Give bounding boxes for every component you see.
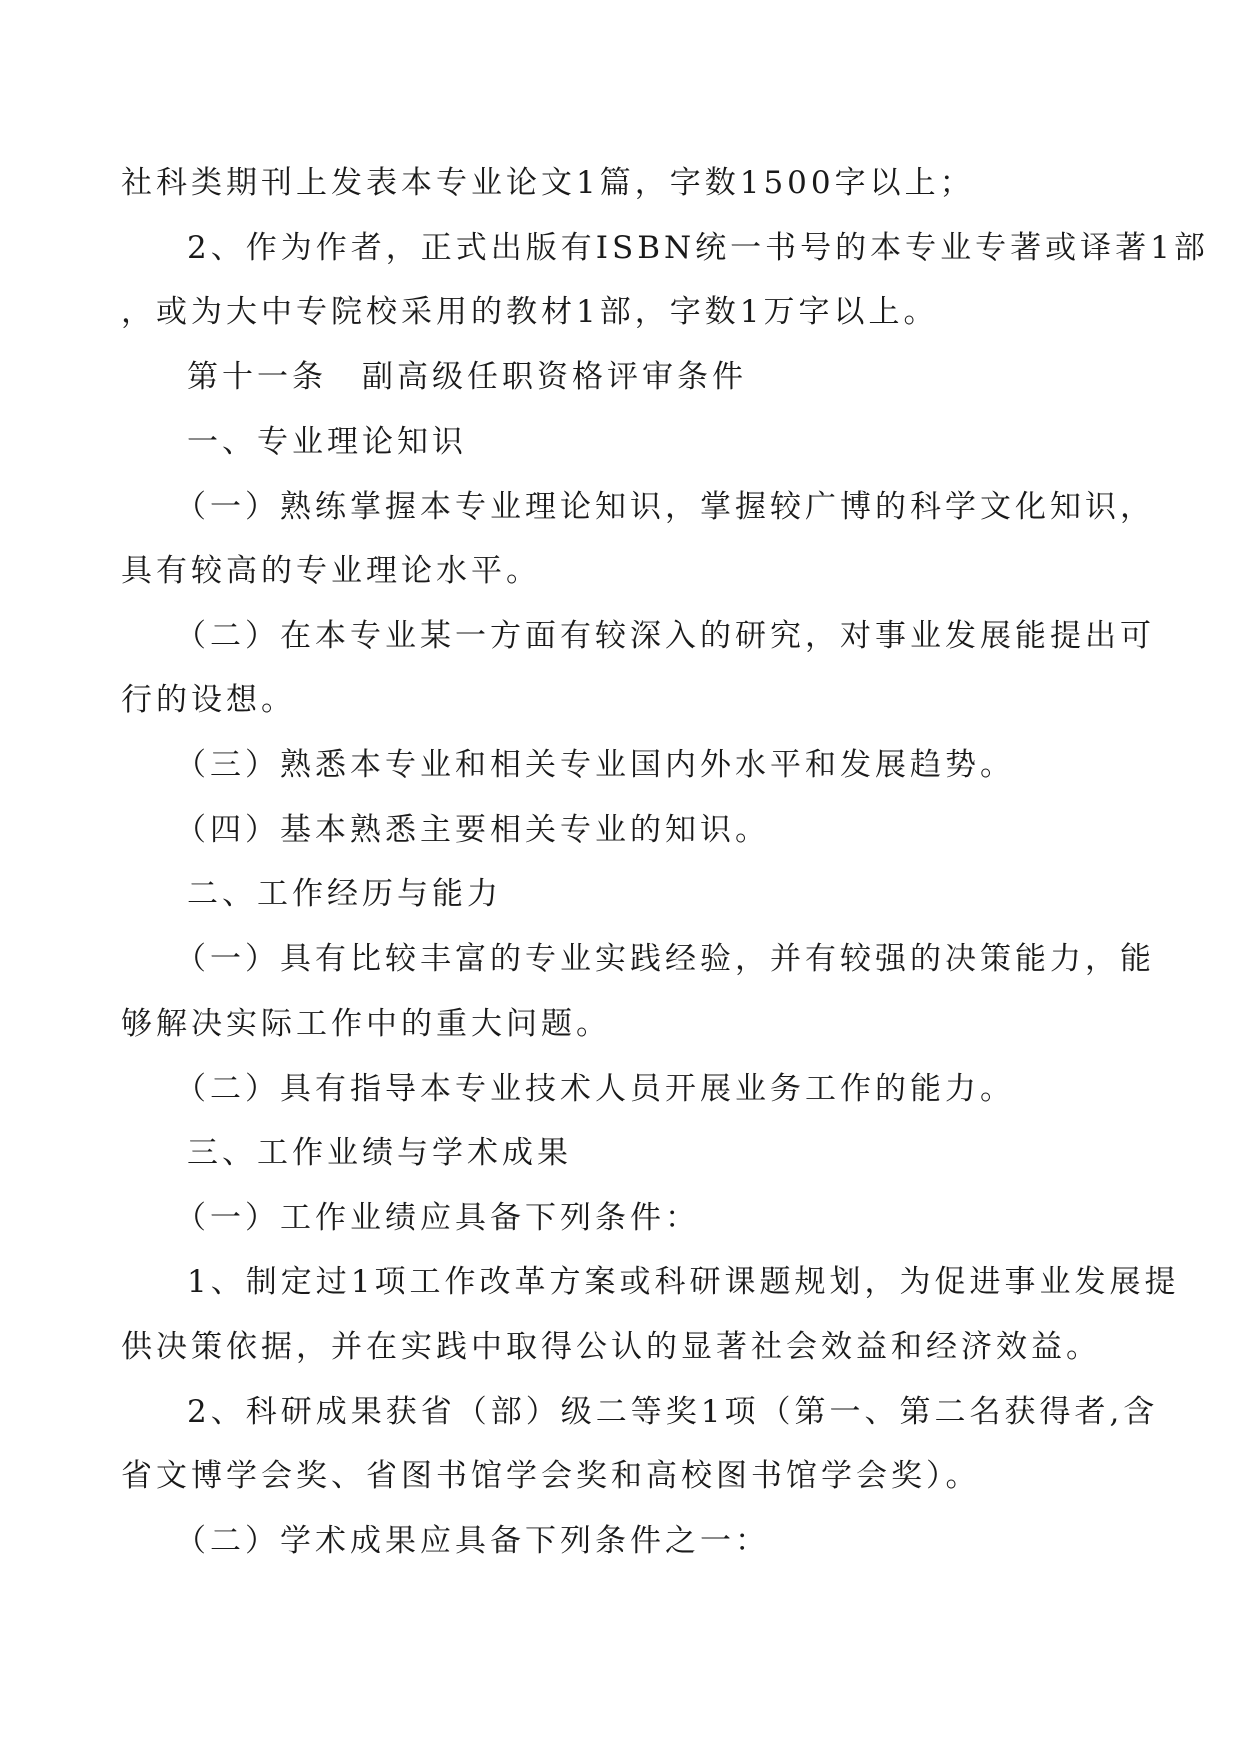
text-line: （一）工作业绩应具备下列条件： xyxy=(175,1200,700,1236)
text-line: 2、科研成果获省（部）级二等奖1项（第一、第二名获得者,含 xyxy=(187,1394,1159,1430)
text-line: 社科类期刊上发表本专业论文1篇，字数1500字以上； xyxy=(121,165,975,201)
text-line: 供决策依据，并在实践中取得公认的显著社会效益和经济效益。 xyxy=(121,1329,1101,1365)
text-line: （二）具有指导本专业技术人员开展业务工作的能力。 xyxy=(175,1071,1015,1107)
text-line: 1、制定过1项工作改革方案或科研课题规划，为促进事业发展提 xyxy=(187,1264,1180,1300)
text-line: 2、作为作者，正式出版有ISBN统一书号的本专业专著或译著1部 xyxy=(187,230,1209,266)
text-line: （四）基本熟悉主要相关专业的知识。 xyxy=(175,812,770,848)
text-line: 够解决实际工作中的重大问题。 xyxy=(121,1006,611,1042)
text-line: （二）在本专业某一方面有较深入的研究，对事业发展能提出可 xyxy=(175,618,1155,654)
text-line: ，或为大中专院校采用的教材1部，字数1万字以上。 xyxy=(121,294,939,330)
text-line: （三）熟悉本专业和相关专业国内外水平和发展趋势。 xyxy=(175,747,1015,783)
text-line: 行的设想。 xyxy=(121,682,296,718)
article-heading: 第十一条 副高级任职资格评审条件 xyxy=(187,359,747,395)
section-heading: 三、工作业绩与学术成果 xyxy=(187,1135,572,1171)
text-line: （一）具有比较丰富的专业实践经验，并有较强的决策能力，能 xyxy=(175,941,1155,977)
section-heading: 一、专业理论知识 xyxy=(187,424,467,460)
text-line: （二）学术成果应具备下列条件之一： xyxy=(175,1523,770,1559)
text-line: 省文博学会奖、省图书馆学会奖和高校图书馆学会奖）。 xyxy=(121,1458,981,1494)
text-line: 具有较高的专业理论水平。 xyxy=(121,553,541,589)
text-line: （一）熟练掌握本专业理论知识，掌握较广博的科学文化知识， xyxy=(175,489,1155,525)
section-heading: 二、工作经历与能力 xyxy=(187,876,502,912)
